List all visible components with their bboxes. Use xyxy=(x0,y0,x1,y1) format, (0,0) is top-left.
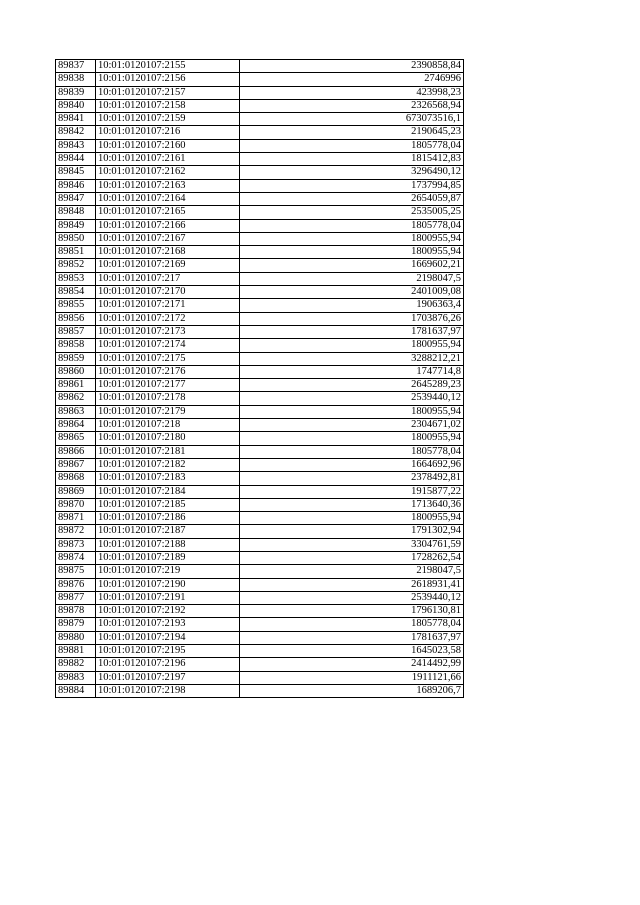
row-id-cell: 89874 xyxy=(56,551,96,564)
table-row xyxy=(56,605,464,618)
row-id-cell: 89850 xyxy=(56,232,96,245)
cadastral-value-cell: 2326568,94 xyxy=(240,99,464,112)
table-row xyxy=(56,73,464,86)
table-row xyxy=(56,458,464,471)
cadastral-value-cell: 1805778,04 xyxy=(240,139,464,152)
cadastral-value-cell: 1747714,8 xyxy=(240,365,464,378)
cadastral-value-cell: 1713640,36 xyxy=(240,498,464,511)
cadastral-number-cell: 10:01:0120107:2174 xyxy=(96,339,240,352)
cadastral-value-cell: 1800955,94 xyxy=(240,339,464,352)
row-id-cell: 89859 xyxy=(56,352,96,365)
cadastral-number-cell: 10:01:0120107:2189 xyxy=(96,551,240,564)
cadastral-number-cell: 10:01:0120107:2192 xyxy=(96,605,240,618)
row-id-cell: 89865 xyxy=(56,432,96,445)
cadastral-value-cell: 1805778,04 xyxy=(240,219,464,232)
row-id-cell: 89884 xyxy=(56,684,96,697)
cadastral-value-table xyxy=(55,59,464,698)
row-id-cell: 89881 xyxy=(56,645,96,658)
cadastral-value-cell: 2198047,5 xyxy=(240,565,464,578)
cadastral-number-cell: 10:01:0120107:2171 xyxy=(96,299,240,312)
cadastral-number-cell: 10:01:0120107:2167 xyxy=(96,232,240,245)
row-id-cell: 89868 xyxy=(56,472,96,485)
row-id-cell: 89838 xyxy=(56,73,96,86)
cadastral-value-cell: 1800955,94 xyxy=(240,432,464,445)
cadastral-value-cell: 1664692,96 xyxy=(240,458,464,471)
row-id-cell: 89853 xyxy=(56,272,96,285)
cadastral-number-cell: 10:01:0120107:2157 xyxy=(96,86,240,99)
table-row xyxy=(56,631,464,644)
table-row xyxy=(56,206,464,219)
row-id-cell: 89839 xyxy=(56,86,96,99)
row-id-cell: 89858 xyxy=(56,339,96,352)
cadastral-value-cell: 2535005,25 xyxy=(240,206,464,219)
cadastral-number-cell: 10:01:0120107:2188 xyxy=(96,538,240,551)
cadastral-number-cell: 10:01:0120107:2165 xyxy=(96,206,240,219)
row-id-cell: 89855 xyxy=(56,299,96,312)
row-id-cell: 89864 xyxy=(56,419,96,432)
cadastral-number-cell: 10:01:0120107:2198 xyxy=(96,684,240,697)
row-id-cell: 89846 xyxy=(56,179,96,192)
row-id-cell: 89849 xyxy=(56,219,96,232)
table-body xyxy=(56,60,464,698)
cadastral-value-cell: 1645023,58 xyxy=(240,645,464,658)
cadastral-number-cell: 10:01:0120107:2169 xyxy=(96,259,240,272)
cadastral-number-cell: 10:01:0120107:2184 xyxy=(96,485,240,498)
row-id-cell: 89875 xyxy=(56,565,96,578)
table-row xyxy=(56,565,464,578)
table-row xyxy=(56,113,464,126)
cadastral-number-cell: 10:01:0120107:2179 xyxy=(96,405,240,418)
cadastral-number-cell: 10:01:0120107:2183 xyxy=(96,472,240,485)
row-id-cell: 89879 xyxy=(56,618,96,631)
cadastral-value-cell: 2645289,23 xyxy=(240,379,464,392)
row-id-cell: 89876 xyxy=(56,578,96,591)
cadastral-number-cell: 10:01:0120107:2159 xyxy=(96,113,240,126)
cadastral-number-cell: 10:01:0120107:2191 xyxy=(96,591,240,604)
row-id-cell: 89861 xyxy=(56,379,96,392)
table-row xyxy=(56,591,464,604)
table-row xyxy=(56,392,464,405)
row-id-cell: 89856 xyxy=(56,312,96,325)
cadastral-number-cell: 10:01:0120107:2155 xyxy=(96,60,240,73)
cadastral-number-cell: 10:01:0120107:2185 xyxy=(96,498,240,511)
cadastral-value-cell: 1906363,4 xyxy=(240,299,464,312)
cadastral-number-cell: 10:01:0120107:2182 xyxy=(96,458,240,471)
row-id-cell: 89877 xyxy=(56,591,96,604)
table-row xyxy=(56,259,464,272)
table-row xyxy=(56,179,464,192)
table-row xyxy=(56,153,464,166)
table-row xyxy=(56,126,464,139)
cadastral-value-cell: 1800955,94 xyxy=(240,405,464,418)
row-id-cell: 89843 xyxy=(56,139,96,152)
cadastral-number-cell: 10:01:0120107:2172 xyxy=(96,312,240,325)
table-row xyxy=(56,232,464,245)
row-id-cell: 89880 xyxy=(56,631,96,644)
cadastral-number-cell: 10:01:0120107:2194 xyxy=(96,631,240,644)
cadastral-value-cell: 1800955,94 xyxy=(240,512,464,525)
cadastral-value-cell: 2654059,87 xyxy=(240,192,464,205)
cadastral-number-cell: 10:01:0120107:219 xyxy=(96,565,240,578)
row-id-cell: 89840 xyxy=(56,99,96,112)
table-row xyxy=(56,432,464,445)
cadastral-number-cell: 10:01:0120107:2160 xyxy=(96,139,240,152)
cadastral-number-cell: 10:01:0120107:218 xyxy=(96,419,240,432)
cadastral-value-cell: 423998,23 xyxy=(240,86,464,99)
table-row xyxy=(56,365,464,378)
cadastral-value-cell: 2401009,08 xyxy=(240,286,464,299)
row-id-cell: 89871 xyxy=(56,512,96,525)
cadastral-number-cell: 10:01:0120107:2181 xyxy=(96,445,240,458)
table-row xyxy=(56,658,464,671)
table-row xyxy=(56,618,464,631)
cadastral-number-cell: 10:01:0120107:2170 xyxy=(96,286,240,299)
row-id-cell: 89882 xyxy=(56,658,96,671)
cadastral-value-cell: 3304761,59 xyxy=(240,538,464,551)
cadastral-value-cell: 1915877,22 xyxy=(240,485,464,498)
table-row xyxy=(56,325,464,338)
cadastral-value-cell: 1796130,81 xyxy=(240,605,464,618)
cadastral-number-cell: 10:01:0120107:2195 xyxy=(96,645,240,658)
cadastral-value-cell: 1800955,94 xyxy=(240,232,464,245)
table-row xyxy=(56,671,464,684)
row-id-cell: 89857 xyxy=(56,325,96,338)
cadastral-value-cell: 1791302,94 xyxy=(240,525,464,538)
row-id-cell: 89842 xyxy=(56,126,96,139)
table-row xyxy=(56,498,464,511)
table-row xyxy=(56,525,464,538)
cadastral-number-cell: 10:01:0120107:2190 xyxy=(96,578,240,591)
cadastral-number-cell: 10:01:0120107:2177 xyxy=(96,379,240,392)
cadastral-value-cell: 1805778,04 xyxy=(240,445,464,458)
cadastral-number-cell: 10:01:0120107:2163 xyxy=(96,179,240,192)
table-row xyxy=(56,538,464,551)
row-id-cell: 89844 xyxy=(56,153,96,166)
cadastral-value-cell: 2190645,23 xyxy=(240,126,464,139)
cadastral-value-cell: 1815412,83 xyxy=(240,153,464,166)
cadastral-value-cell: 1781637,97 xyxy=(240,631,464,644)
table-row xyxy=(56,485,464,498)
table-row xyxy=(56,86,464,99)
row-id-cell: 89847 xyxy=(56,192,96,205)
cadastral-number-cell: 10:01:0120107:2187 xyxy=(96,525,240,538)
table-row xyxy=(56,645,464,658)
cadastral-value-cell: 3296490,12 xyxy=(240,166,464,179)
cadastral-value-cell: 2618931,41 xyxy=(240,578,464,591)
table-row xyxy=(56,166,464,179)
table-row xyxy=(56,219,464,232)
cadastral-value-cell: 1703876,26 xyxy=(240,312,464,325)
cadastral-value-cell: 1669602,21 xyxy=(240,259,464,272)
table-row xyxy=(56,512,464,525)
table-row xyxy=(56,352,464,365)
cadastral-value-cell: 2539440,12 xyxy=(240,591,464,604)
table-row xyxy=(56,445,464,458)
table-row xyxy=(56,192,464,205)
cadastral-number-cell: 10:01:0120107:2178 xyxy=(96,392,240,405)
cadastral-value-cell: 2414492,99 xyxy=(240,658,464,671)
row-id-cell: 89863 xyxy=(56,405,96,418)
row-id-cell: 89852 xyxy=(56,259,96,272)
row-id-cell: 89873 xyxy=(56,538,96,551)
cadastral-value-cell: 2304671,02 xyxy=(240,419,464,432)
cadastral-number-cell: 10:01:0120107:216 xyxy=(96,126,240,139)
cadastral-value-cell: 1800955,94 xyxy=(240,246,464,259)
cadastral-value-cell: 1805778,04 xyxy=(240,618,464,631)
row-id-cell: 89851 xyxy=(56,246,96,259)
row-id-cell: 89841 xyxy=(56,113,96,126)
row-id-cell: 89878 xyxy=(56,605,96,618)
table-row xyxy=(56,299,464,312)
cadastral-number-cell: 10:01:0120107:2161 xyxy=(96,153,240,166)
table-row xyxy=(56,339,464,352)
cadastral-value-cell: 673073516,1 xyxy=(240,113,464,126)
table-row xyxy=(56,99,464,112)
table-row xyxy=(56,472,464,485)
row-id-cell: 89862 xyxy=(56,392,96,405)
cadastral-number-cell: 10:01:0120107:217 xyxy=(96,272,240,285)
cadastral-value-cell: 2390858,84 xyxy=(240,60,464,73)
cadastral-number-cell: 10:01:0120107:2193 xyxy=(96,618,240,631)
cadastral-number-cell: 10:01:0120107:2176 xyxy=(96,365,240,378)
row-id-cell: 89848 xyxy=(56,206,96,219)
row-id-cell: 89867 xyxy=(56,458,96,471)
table-row xyxy=(56,139,464,152)
table-row xyxy=(56,578,464,591)
cadastral-number-cell: 10:01:0120107:2166 xyxy=(96,219,240,232)
table-row xyxy=(56,286,464,299)
table-row xyxy=(56,379,464,392)
row-id-cell: 89866 xyxy=(56,445,96,458)
table-row xyxy=(56,684,464,697)
row-id-cell: 89883 xyxy=(56,671,96,684)
row-id-cell: 89845 xyxy=(56,166,96,179)
cadastral-value-cell: 1728262,54 xyxy=(240,551,464,564)
table-row xyxy=(56,272,464,285)
cadastral-number-cell: 10:01:0120107:2164 xyxy=(96,192,240,205)
table-row xyxy=(56,405,464,418)
cadastral-value-cell: 1689206,7 xyxy=(240,684,464,697)
table-row xyxy=(56,312,464,325)
cadastral-value-cell: 3288212,21 xyxy=(240,352,464,365)
row-id-cell: 89869 xyxy=(56,485,96,498)
cadastral-number-cell: 10:01:0120107:2197 xyxy=(96,671,240,684)
cadastral-number-cell: 10:01:0120107:2168 xyxy=(96,246,240,259)
row-id-cell: 89837 xyxy=(56,60,96,73)
cadastral-number-cell: 10:01:0120107:2196 xyxy=(96,658,240,671)
cadastral-value-cell: 2378492,81 xyxy=(240,472,464,485)
cadastral-number-cell: 10:01:0120107:2173 xyxy=(96,325,240,338)
row-id-cell: 89870 xyxy=(56,498,96,511)
cadastral-value-cell: 2198047,5 xyxy=(240,272,464,285)
cadastral-value-cell: 1737994,85 xyxy=(240,179,464,192)
table-row xyxy=(56,246,464,259)
cadastral-number-cell: 10:01:0120107:2162 xyxy=(96,166,240,179)
cadastral-number-cell: 10:01:0120107:2156 xyxy=(96,73,240,86)
cadastral-number-cell: 10:01:0120107:2186 xyxy=(96,512,240,525)
table-row xyxy=(56,551,464,564)
table-row xyxy=(56,419,464,432)
cadastral-number-cell: 10:01:0120107:2175 xyxy=(96,352,240,365)
cadastral-value-cell: 2746996 xyxy=(240,73,464,86)
cadastral-number-cell: 10:01:0120107:2180 xyxy=(96,432,240,445)
row-id-cell: 89872 xyxy=(56,525,96,538)
row-id-cell: 89854 xyxy=(56,286,96,299)
cadastral-value-cell: 1781637,97 xyxy=(240,325,464,338)
cadastral-value-cell: 1911121,66 xyxy=(240,671,464,684)
row-id-cell: 89860 xyxy=(56,365,96,378)
table-row xyxy=(56,60,464,73)
cadastral-value-cell: 2539440,12 xyxy=(240,392,464,405)
cadastral-number-cell: 10:01:0120107:2158 xyxy=(96,99,240,112)
